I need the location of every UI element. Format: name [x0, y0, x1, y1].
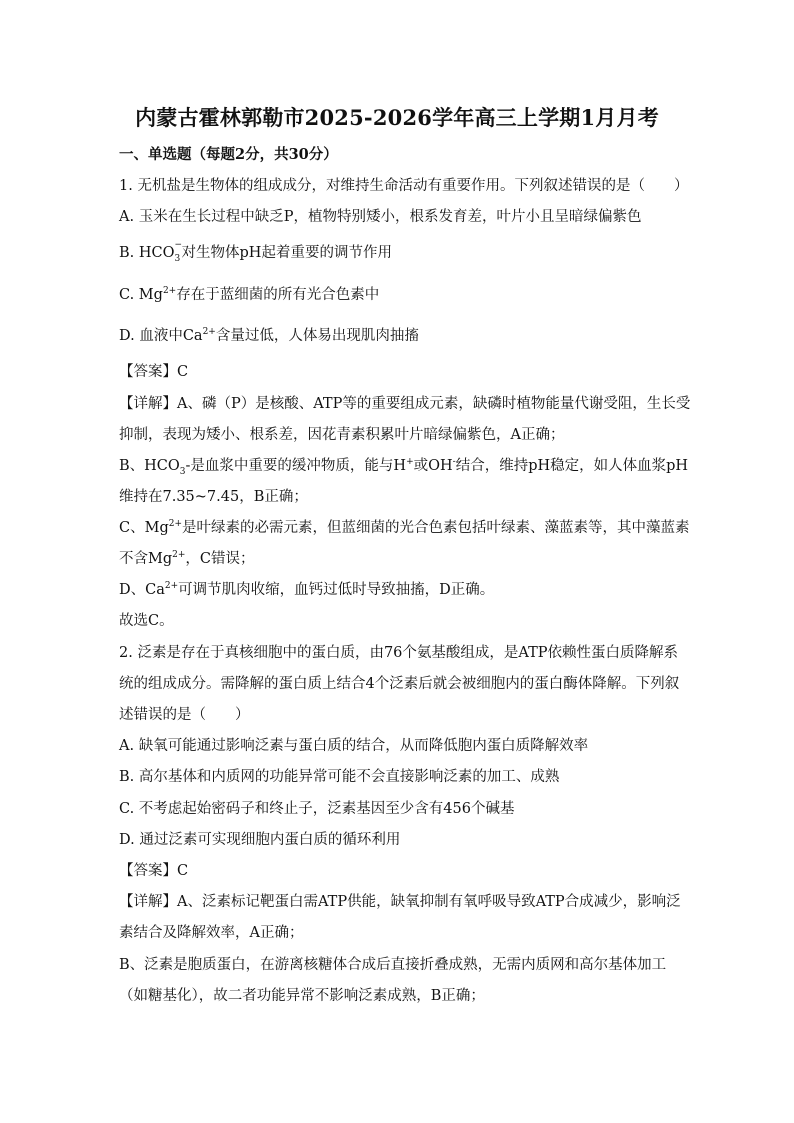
question-1-stem: 1. 无机盐是生物体的组成成分，对维持生命活动有重要作用。下列叙述错误的是（ ）: [119, 178, 689, 194]
exp5-text: 是叶绿素的必需元素，但蓝细菌的光合色素包括叶绿素、藻蓝素等，其中藻蓝素: [182, 520, 690, 536]
question-2-option-a: A. 缺氧可能通过影响泛素与蛋白质的结合，从而降低胞内蛋白质降解效率: [119, 738, 589, 754]
question-2-answer: 【答案】C: [119, 863, 189, 879]
question-2-explanation-line-2: 素结合及降解效率，A正确；: [119, 925, 304, 941]
option-d-prefix: D. 血液中Ca: [119, 328, 203, 344]
option-d-text: 含量过低，人体易出现肌肉抽搐: [215, 328, 419, 344]
exp5-superscript: 2+: [168, 519, 183, 530]
option-b-text: 对生物体pH起着重要的调节作用: [181, 245, 392, 261]
question-2-explanation-line-4: （如糖基化），故二者功能异常不影响泛素成熟，B正确；: [119, 988, 485, 1004]
question-1-option-b: B. HCO − 3 对生物体pH起着重要的调节作用: [119, 240, 392, 264]
question-1-option-c: [119, 285, 379, 305]
question-1-option-d: [119, 326, 419, 346]
exp3-superscript-1: +: [406, 457, 414, 468]
question-1-explanation-line-4: 维持在7.35~7.45，B正确；: [119, 489, 308, 505]
question-2-stem-line-3: 述错误的是（ ）: [119, 707, 250, 723]
option-c-text: 存在于蓝细菌的所有光合色素中: [176, 287, 380, 303]
question-1-explanation-line-6: [119, 549, 255, 569]
question-1-explanation-line-1: 【详解】A、磷（P）是核酸、ATP等的重要组成元素，缺磷时植物能量代谢受阻，生长受: [119, 396, 691, 412]
question-1-explanation-line-2: 抑制，表现为矮小、根系差，因花青素积累叶片暗绿偏紫色，A正确；: [119, 427, 565, 443]
exp5-prefix: C、Mg: [119, 520, 169, 536]
exp6-superscript: 2+: [172, 550, 186, 561]
exp7-text: 可调节肌肉收缩，血钙过低时导致抽搐，D正确。: [178, 582, 495, 598]
section-heading: 一、单选题（每题2分，共30分）: [119, 146, 338, 163]
question-1-conclusion: 故选C。: [119, 613, 174, 629]
question-1-answer: 【答案】C: [119, 364, 189, 380]
question-1-explanation-line-3: [119, 456, 688, 476]
exp6-prefix: 不含Mg: [119, 551, 173, 567]
question-2-option-c: C. 不考虑起始密码子和终止子，泛素基因至少含有456个碱基: [119, 801, 515, 817]
question-1-explanation-line-7: [119, 580, 494, 600]
exp7-superscript: 2+: [164, 581, 179, 592]
question-1-explanation-line-5: [119, 518, 690, 538]
page-title: 内蒙古霍林郭勒市2025-2026学年高三上学期1月月考: [135, 105, 659, 130]
exp3-prefix: B、HCO: [119, 458, 180, 474]
exp3-subscript: 3: [179, 466, 186, 477]
question-2-stem-line-2: 统的组成成分。需降解的蛋白质上结合4个泛素后就会被细胞内的蛋白酶体降解。下列叙: [119, 676, 680, 692]
exp3-text-3: 结合，维持pH稳定，如人体血浆pH: [455, 458, 689, 474]
question-2-option-d: D. 通过泛素可实现细胞内蛋白质的循环利用: [119, 832, 401, 848]
question-2-stem-line-1: 2. 泛素是存在于真核细胞中的蛋白质，由76个氨基酸组成，是ATP依赖性蛋白质降解系: [119, 645, 678, 661]
question-2-option-b: B. 高尔基体和内质网的功能异常可能不会直接影响泛素的加工、成熟: [119, 769, 560, 785]
option-d-superscript: 2+: [202, 327, 216, 338]
exp6-text: ，C错误；: [185, 551, 255, 567]
option-c-prefix: C. Mg: [119, 287, 163, 303]
question-2-explanation-line-3: B、泛素是胞质蛋白，在游离核糖体合成后直接折叠成熟，无需内质网和高尔基体加工: [119, 957, 667, 973]
exp7-prefix: D、Ca: [119, 582, 165, 598]
question-2-explanation-line-1: 【详解】A、泛素标记靶蛋白需ATP供能，缺氧抑制有氧呼吸导致ATP合成减少，影响泛: [119, 894, 681, 910]
exp3-superscript-2: -: [452, 457, 456, 468]
option-b-prefix: B. HCO: [119, 245, 175, 261]
question-1-option-a: A. 玉米在生长过程中缺乏P，植物特别矮小，根系发育差，叶片小且呈暗绿偏紫色: [119, 209, 642, 225]
option-c-superscript: 2+: [162, 286, 177, 297]
exp3-text-1: -是血浆中重要的缓冲物质，能与H: [185, 458, 407, 474]
exp3-text-2: 或OH: [413, 458, 453, 474]
